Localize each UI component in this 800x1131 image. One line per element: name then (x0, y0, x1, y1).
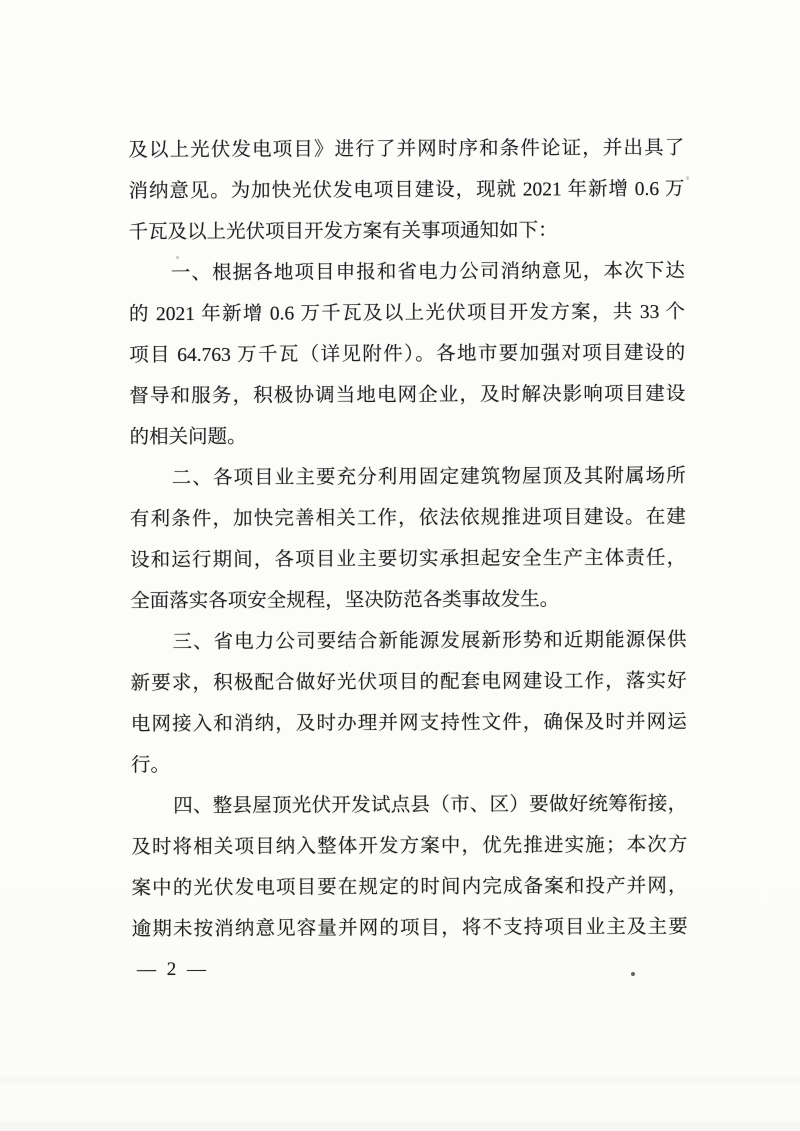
text-line: 逾期未按消纳意见容量并网的项目，将不支持项目业主及主要 (131, 916, 688, 941)
scan-speck (631, 972, 635, 976)
text-line: 及时将相关项目纳入整体开发方案中，优先推进实施；本次方 (131, 834, 688, 859)
text-line: 电网接入和消纳，及时办理并网支持性文件，确保及时并网运 (130, 711, 687, 736)
scan-speck (686, 176, 689, 180)
text-line: 三、省电力公司要结合新能源发展新形势和近期能源保供 (172, 629, 687, 654)
paragraph (130, 456, 687, 622)
text-line: 消纳意见。为加快光伏发电项目建设，现就 2021 年新增 0.6 万 (128, 178, 685, 203)
paragraph (130, 620, 687, 786)
text-line: 一、根据各地项目申报和省电力公司消纳意见，本次下达 (170, 260, 685, 285)
text-line: 二、各项目业主要充分利用固定建筑物屋顶及其附属场所 (171, 465, 686, 490)
text-line: 有利条件，加快完善相关工作，依法依规推进项目建设。在建 (129, 506, 686, 531)
text-line: 的 2021 年新增 0.6 万千瓦及以上光伏项目开发方案，共 33 个 (128, 301, 686, 326)
text-line: 四、整县屋顶光伏开发试点县（市、区）要做好统筹衔接， (173, 793, 688, 818)
text-line: 的相关问题。 (129, 426, 247, 449)
text-line: 项目 64.763 万千瓦（详见附件）。各地市要加强对项目建设的 (129, 342, 686, 367)
text-line: 千瓦及以上光伏项目开发方案有关事项通知如下： (128, 220, 558, 244)
text-line: 行。 (130, 755, 171, 777)
page-number: — 2 — (136, 958, 210, 981)
text-line: 案中的光伏发电项目要在规定的时间内完成备案和投产并网， (131, 875, 688, 900)
text-line: 督导和服务，积极协调当地电网企业，及时解决影响项目建设 (129, 383, 686, 408)
text-line: 及以上光伏发电项目》进行了并网时序和条件论证，并出具了 (128, 137, 685, 162)
text-line: 设和运行期间，各项目业主要切实承担起安全生产主体责任， (130, 547, 687, 572)
paragraph (131, 784, 688, 950)
text-line: 全面落实各项安全规程，坚决防范各类事故发生。 (130, 589, 560, 613)
scan-noise-band (0, 1076, 800, 1084)
scan-noise-band (0, 1122, 800, 1131)
paragraph (128, 128, 685, 253)
document-body (128, 128, 688, 950)
text-line: 新要求，积极配合做好光伏项目的配套电网建设工作，落实好 (130, 670, 687, 695)
scan-speck (176, 256, 179, 259)
paragraph (129, 251, 686, 458)
